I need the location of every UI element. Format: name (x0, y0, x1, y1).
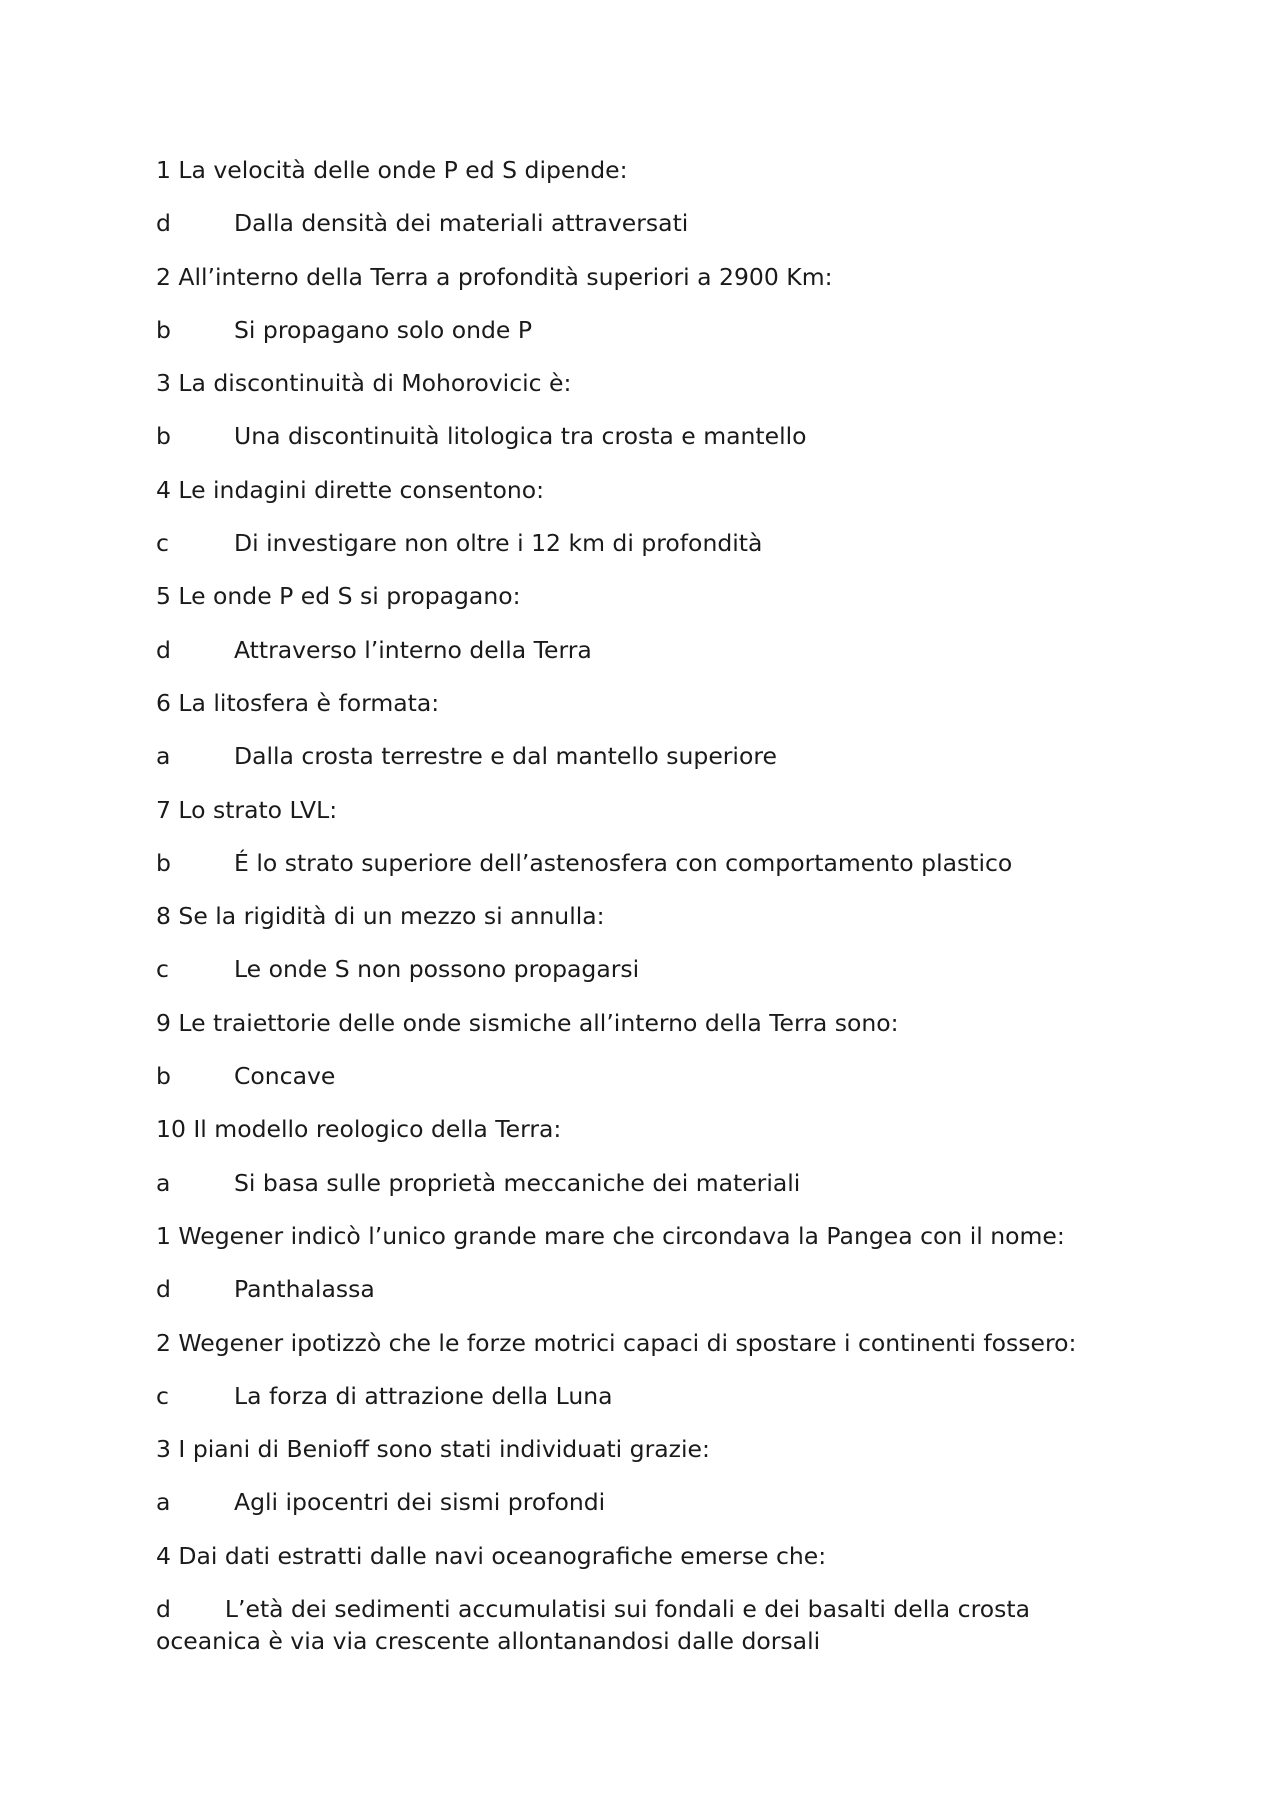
answer-text: Le onde S non possono propagarsi (234, 955, 640, 984)
answer (156, 740, 1136, 793)
answer (156, 420, 1136, 473)
answer-text: Agli ipocentri dei sismi profondi (234, 1488, 606, 1517)
answer-text: Si basa sulle proprietà meccaniche dei materiali (234, 1168, 801, 1197)
quiz-item-11 (156, 1220, 1136, 1327)
answer-text: Attraverso l’interno della Terra (234, 635, 592, 664)
answer-letter: d (156, 1275, 171, 1304)
quiz-item-10 (156, 1113, 1136, 1220)
answer (156, 1486, 1136, 1539)
answer-text: Una discontinuità litologica tra crosta e mantello (234, 422, 807, 451)
quiz-item-5 (156, 580, 1136, 687)
answer-letter: b (156, 315, 171, 344)
question-text: 2 Wegener ipotizzò che le forze motrici capaci di spostare i continenti fossero: (156, 1328, 1077, 1357)
quiz-item-1 (156, 154, 1136, 261)
answer-text: La forza di attrazione della Luna (234, 1381, 613, 1410)
answer-letter: c (156, 529, 169, 558)
answer-text: Si propagano solo onde P (234, 315, 533, 344)
answer-letter: c (156, 955, 169, 984)
question-text: 3 La discontinuità di Mohorovicic è: (156, 369, 572, 398)
answer-letter: b (156, 848, 171, 877)
quiz-item-13 (156, 1433, 1136, 1540)
quiz-item-2 (156, 261, 1136, 368)
answer (156, 1167, 1136, 1220)
answer-letter: d (156, 1595, 171, 1624)
question-text: 3 I piani di Benioff sono stati individuati grazie: (156, 1435, 710, 1464)
answer-letter: d (156, 209, 171, 238)
question-text: 4 Le indagini dirette consentono: (156, 475, 545, 504)
quiz-item-14 (156, 1540, 1136, 1657)
quiz-item-8 (156, 900, 1136, 1007)
question-text: 9 Le traiettorie delle onde sismiche all’interno della Terra sono: (156, 1008, 899, 1037)
answer (156, 527, 1136, 580)
answer-text: Di investigare non oltre i 12 km di profondità (234, 529, 763, 558)
answer (156, 1060, 1136, 1113)
quiz-answers (156, 154, 1136, 1657)
question-text: 2 All’interno della Terra a profondità superiori a 2900 Km: (156, 262, 833, 291)
answer-letter: d (156, 635, 171, 664)
answer (156, 1593, 1136, 1657)
answer-letter: a (156, 1488, 171, 1517)
question-text: 4 Dai dati estratti dalle navi oceanografiche emerse che: (156, 1541, 827, 1570)
answer-text: Concave (234, 1062, 336, 1091)
answer-letter: a (156, 742, 171, 771)
quiz-item-3 (156, 367, 1136, 474)
answer-text: Dalla densità dei materiali attraversati (234, 209, 689, 238)
answer-letter: a (156, 1168, 171, 1197)
answer (156, 634, 1136, 687)
question-text: 7 Lo strato LVL: (156, 795, 338, 824)
answer (156, 314, 1136, 367)
answer (156, 847, 1136, 900)
answer (156, 953, 1136, 1006)
answer-text: Dalla crosta terrestre e dal mantello superiore (234, 742, 777, 771)
quiz-item-9 (156, 1007, 1136, 1114)
question-text: 6 La litosfera è formata: (156, 688, 440, 717)
question-text: 10 Il modello reologico della Terra: (156, 1115, 562, 1144)
quiz-item-6 (156, 687, 1136, 794)
question-text: 8 Se la rigidità di un mezzo si annulla: (156, 902, 605, 931)
question-text: 5 Le onde P ed S si propagano: (156, 582, 521, 611)
question-text: 1 Wegener indicò l’unico grande mare che circondava la Pangea con il nome: (156, 1221, 1065, 1250)
answer-text: É lo strato superiore dell’astenosfera con comportamento plastico (234, 848, 1013, 877)
answer-letter: b (156, 1062, 171, 1091)
quiz-item-7 (156, 794, 1136, 901)
answer-letter: b (156, 422, 171, 451)
answer (156, 207, 1136, 260)
answer-letter: c (156, 1381, 169, 1410)
answer-text: Panthalassa (234, 1275, 375, 1304)
answer-text: L’età dei sedimenti accumulatisi sui fondali e dei basalti della crosta oceanica è via via crescente allontanandosi dalle dorsali (156, 1595, 1030, 1656)
quiz-item-12 (156, 1327, 1136, 1434)
answer (156, 1380, 1136, 1433)
quiz-item-4 (156, 474, 1136, 581)
answer (156, 1273, 1136, 1326)
question-text: 1 La velocità delle onde P ed S dipende: (156, 156, 628, 184)
